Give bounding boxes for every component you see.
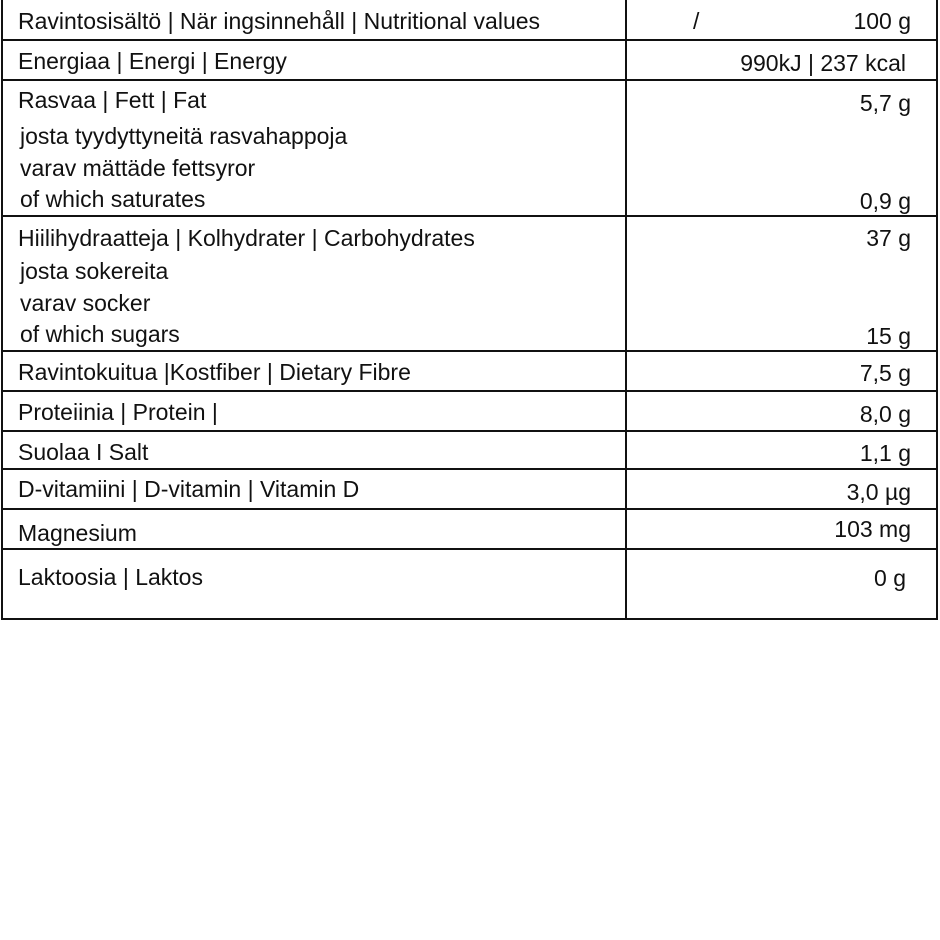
fibre-value: 7,5 g xyxy=(859,360,911,386)
column-divider xyxy=(625,41,627,79)
energy-label: Energiaa | Energi | Energy xyxy=(18,48,287,74)
protein-row xyxy=(3,392,936,432)
carbs-sub-line-1: josta sokereita xyxy=(20,258,169,284)
carbohydrates-value: 37 g xyxy=(866,225,911,251)
carbs-sub-line-2: varav socker xyxy=(20,290,151,316)
column-divider xyxy=(625,81,627,215)
header-separator: / xyxy=(693,8,700,34)
column-divider xyxy=(625,217,627,350)
column-divider xyxy=(625,392,627,430)
carbohydrates-row xyxy=(3,217,936,352)
protein-label: Proteiinia | Protein | xyxy=(18,399,218,425)
fat-label: Rasvaa | Fett | Fat xyxy=(18,87,207,113)
fat-value: 5,7 g xyxy=(859,90,911,116)
fibre-row xyxy=(3,352,936,392)
salt-label: Suolaa I Salt xyxy=(18,439,149,465)
fat-sub-line-2: varav mättäde fettsyror xyxy=(20,155,256,181)
column-divider xyxy=(625,470,627,508)
fat-row xyxy=(3,81,936,217)
fat-sub-line-1: josta tyydyttyneitä rasvahappoja xyxy=(20,123,348,149)
nutrition-table xyxy=(1,0,938,620)
column-divider xyxy=(625,510,627,548)
column-divider xyxy=(625,0,627,39)
sugars-value: 15 g xyxy=(866,323,911,349)
header-row xyxy=(3,0,936,41)
magnesium-label: Magnesium xyxy=(18,520,137,546)
header-per-amount: 100 g xyxy=(853,8,911,34)
column-divider xyxy=(625,352,627,390)
fibre-label: Ravintokuitua |Kostfiber | Dietary Fibre xyxy=(18,359,411,385)
energy-row xyxy=(3,41,936,81)
carbohydrates-label: Hiilihydraatteja | Kolhydrater | Carbohydrates xyxy=(18,225,475,251)
magnesium-row xyxy=(3,510,936,550)
carbs-sub-line-3: of which sugars xyxy=(20,321,180,347)
energy-value: 990kJ | 237 kcal xyxy=(740,50,906,76)
header-label: Ravintosisältö | När ingsinnehåll | Nutritional values xyxy=(18,8,541,34)
column-divider xyxy=(625,550,627,618)
salt-value: 1,1 g xyxy=(859,440,911,466)
vitamin-d-label: D-vitamiini | D-vitamin | Vitamin D xyxy=(18,476,360,502)
lactose-row xyxy=(3,550,936,620)
protein-value: 8,0 g xyxy=(859,401,911,427)
lactose-label: Laktoosia | Laktos xyxy=(18,564,203,590)
saturates-value: 0,9 g xyxy=(859,188,911,214)
lactose-value: 0 g xyxy=(874,565,906,591)
salt-row xyxy=(3,432,936,470)
vitamin-d-row xyxy=(3,470,936,510)
magnesium-value: 103 mg xyxy=(834,516,911,542)
vitamin-d-value: 3,0 µg xyxy=(846,479,911,505)
fat-sub-line-3: of which saturates xyxy=(20,186,206,212)
column-divider xyxy=(625,432,627,468)
